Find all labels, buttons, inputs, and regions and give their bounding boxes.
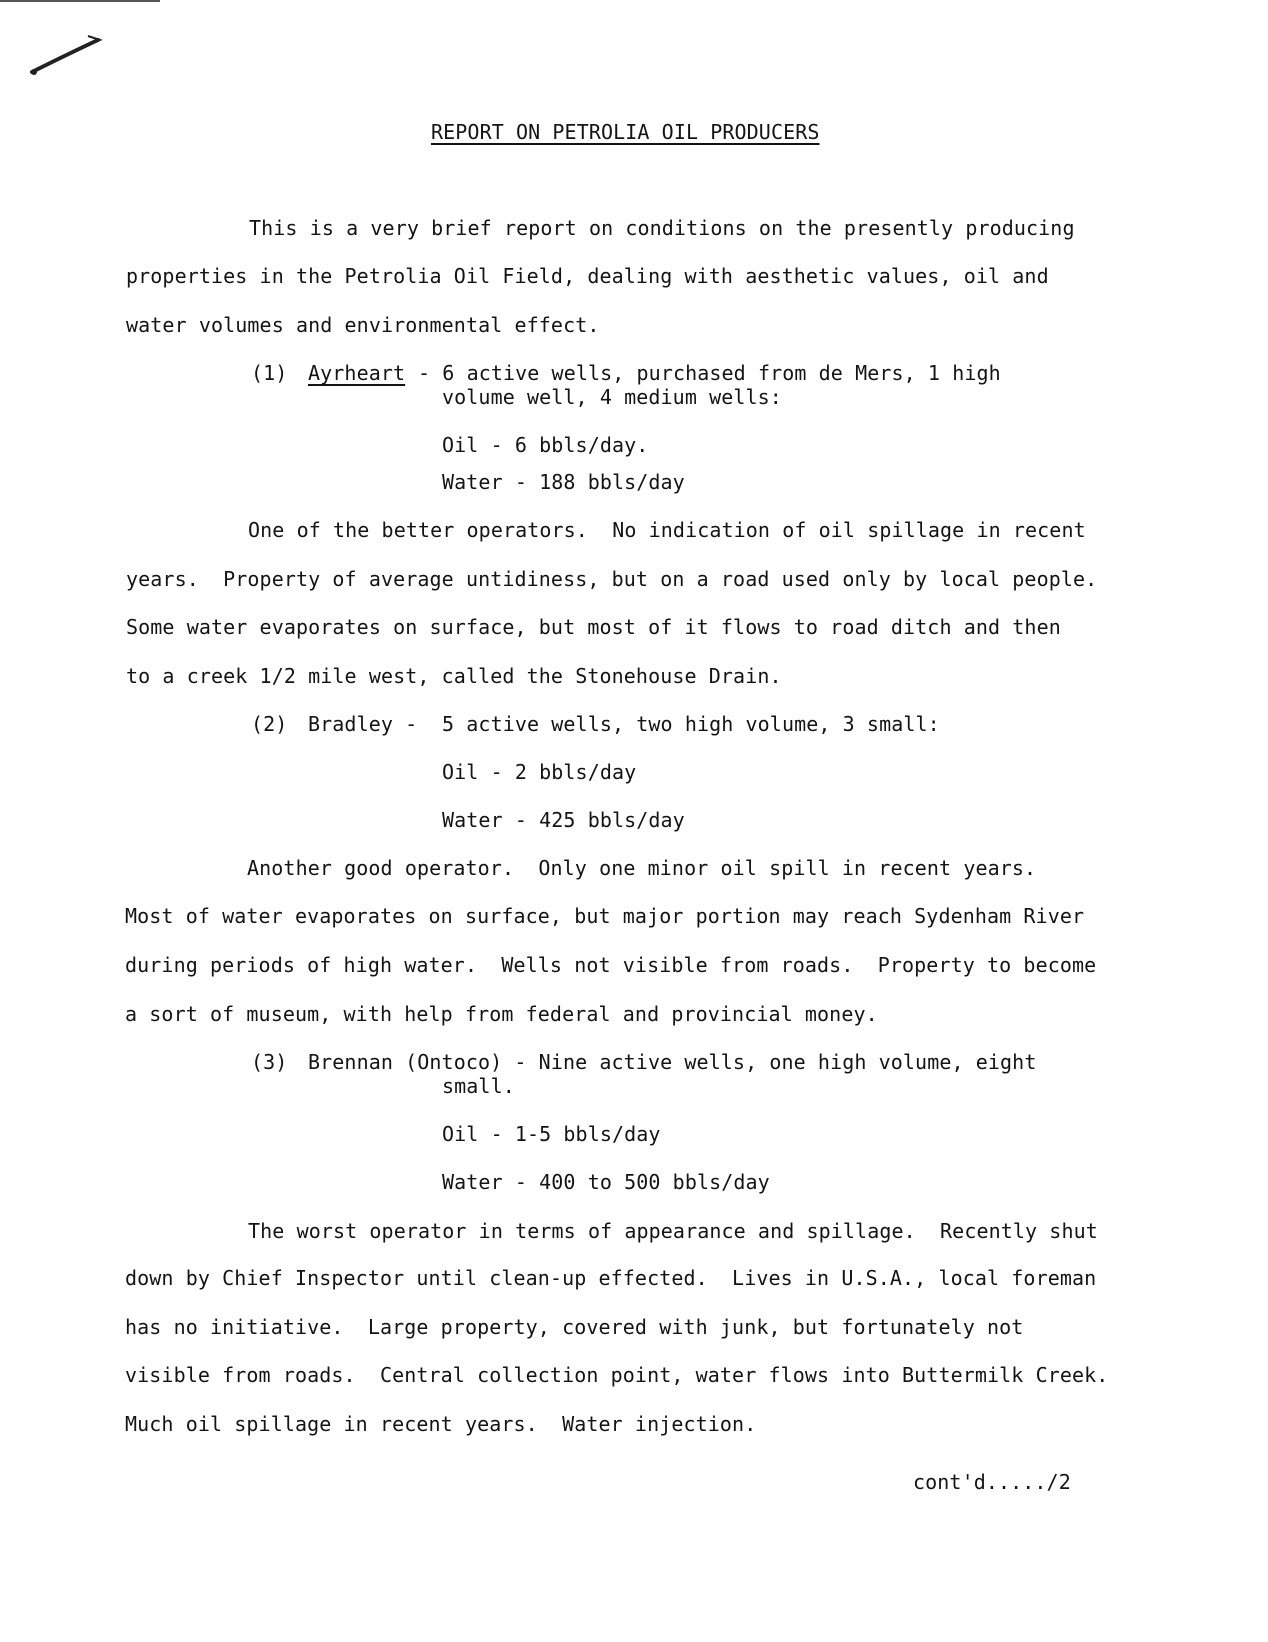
producer-3-comment-1: The worst operator in terms of appearance and spillage. Recently shut [248, 1219, 1098, 1243]
producer-3-comment-2: down by Chief Inspector until clean-up effected. Lives in U.S.A., local foreman [125, 1266, 1097, 1290]
producer-1-description-cont: volume well, 4 medium wells: [442, 385, 782, 409]
producer-2-description: 5 active wells, two high volume, 3 small: [442, 712, 940, 736]
intro-line-2: properties in the Petrolia Oil Field, dealing with aesthetic values, oil and [126, 264, 1049, 288]
producer-3-comment-3: has no initiative. Large property, covered with junk, but fortunately not [125, 1315, 1024, 1339]
producer-2-comment-4: a sort of museum, with help from federal and provincial money. [125, 1002, 878, 1026]
producer-1-description: - 6 active wells, purchased from de Mers, 1 high [418, 361, 1001, 385]
intro-line-1: This is a very brief report on conditions on the presently producing [249, 216, 1075, 240]
producer-2-number: (2) [251, 712, 288, 736]
scan-edge-rule [0, 0, 160, 2]
producer-2-name: Bradley - [308, 712, 418, 736]
producer-1-comment-4: to a creek 1/2 mile west, called the Stonehouse Drain. [126, 664, 782, 688]
producer-3-comment-4: visible from roads. Central collection point, water flows into Buttermilk Creek. [125, 1363, 1109, 1387]
intro-line-3: water volumes and environmental effect. [126, 313, 600, 337]
producer-2-water: Water - 425 bbls/day [442, 808, 685, 832]
producer-3-comment-5: Much oil spillage in recent years. Water injection. [125, 1412, 757, 1436]
producer-2-comment-3: during periods of high water. Wells not visible from roads. Property to become [125, 953, 1097, 977]
producer-1-name: Ayrheart [308, 361, 406, 385]
producer-1-comment-2: years. Property of average untidiness, but on a road used only by local people. [126, 567, 1098, 591]
producer-1-comment-3: Some water evaporates on surface, but most of it flows to road ditch and then [126, 615, 1061, 639]
producer-3-oil: Oil - 1-5 bbls/day [442, 1122, 661, 1146]
producer-1-number: (1) [251, 361, 288, 385]
producer-1-water: Water - 188 bbls/day [442, 470, 685, 494]
report-title: REPORT ON PETROLIA OIL PRODUCERS [431, 120, 820, 144]
producer-1-oil: Oil - 6 bbls/day. [442, 433, 649, 457]
continued-marker: cont'd...../2 [913, 1470, 1071, 1494]
producer-2-comment-1: Another good operator. Only one minor oil spill in recent years. [247, 856, 1037, 880]
producer-1-comment-1: One of the better operators. No indication of oil spillage in recent [248, 518, 1086, 542]
producer-2-oil: Oil - 2 bbls/day [442, 760, 637, 784]
producer-2-comment-2: Most of water evaporates on surface, but major portion may reach Sydenham River [125, 904, 1085, 928]
producer-3-description-cont: small. [442, 1074, 515, 1098]
producer-3-water: Water - 400 to 500 bbls/day [442, 1170, 770, 1194]
producer-3-name: Brennan (Ontoco) - Nine active wells, one high volume, eight [308, 1050, 1037, 1074]
pen-mark-icon [28, 30, 108, 80]
producer-3-number: (3) [251, 1050, 288, 1074]
